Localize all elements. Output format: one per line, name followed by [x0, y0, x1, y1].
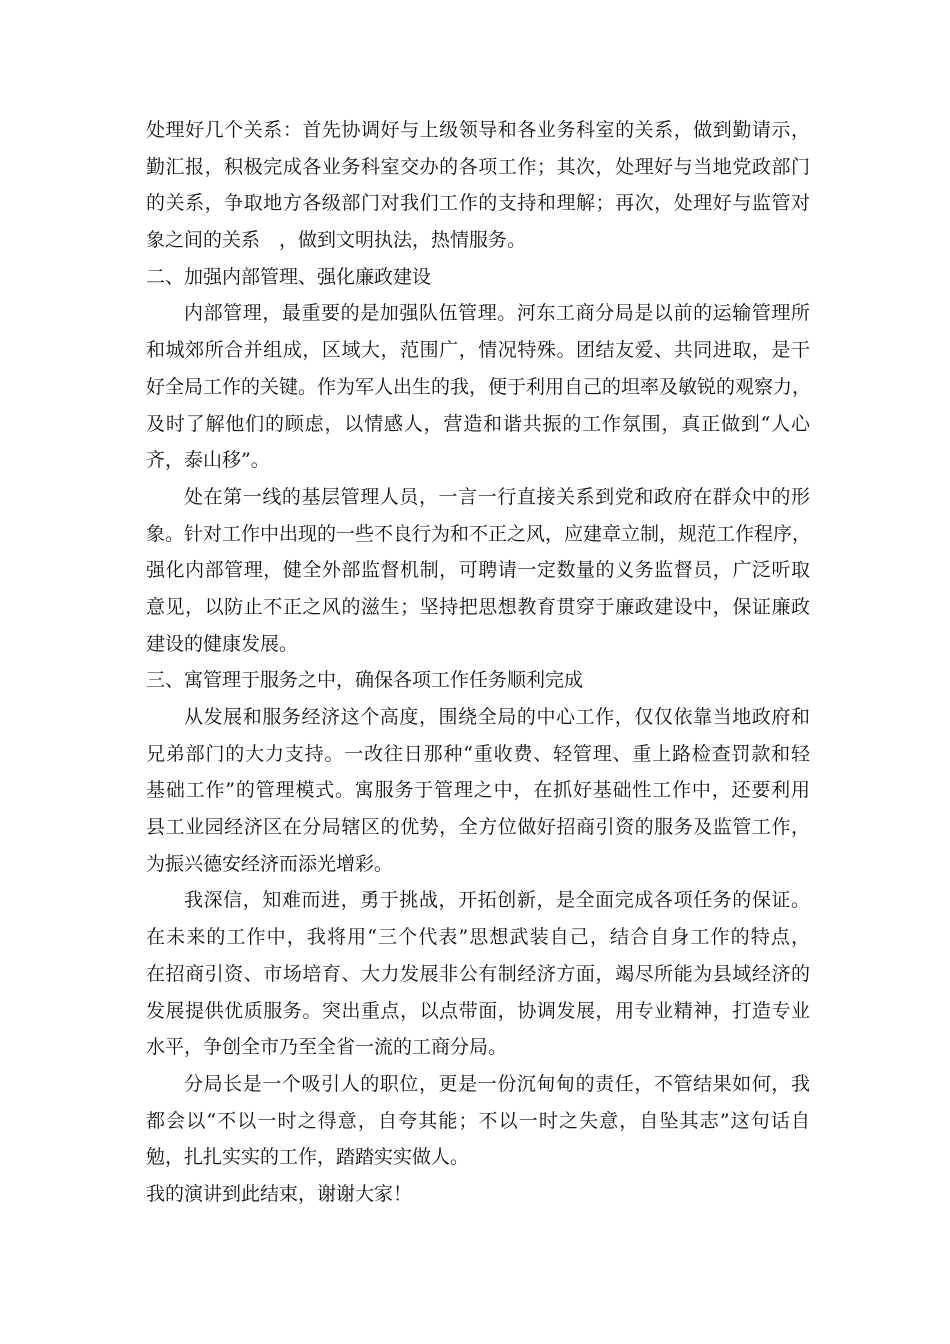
text-line: 分局长是一个吸引人的职位，更是一份沉甸甸的责任，不管结果如何，我 [184, 1072, 810, 1095]
paragraph [146, 479, 810, 662]
text-line: 强化内部管理，健全外部监督机制，可聘请一定数量的义务监督员，广泛听取 [146, 559, 810, 582]
text-line: 处在第一线的基层管理人员，一言一行直接关系到党和政府在群众中的形 [184, 485, 810, 508]
text-line: 基础工作”的管理模式。寓服务于管理之中，在抓好基础性工作中，还要利用 [146, 779, 810, 802]
text-line: 及时了解他们的顾虑，以情感人，营造和谐共振的工作氛围，真正做到“人心 [146, 412, 810, 435]
text-line: 和城郊所合并组成，区域大，范围广，情况特殊。团结友爱、共同进取，是干 [146, 339, 810, 362]
text-line: 象。针对工作中出现的一些不良行为和不正之风，应建章立制，规范工作程序， [146, 522, 812, 545]
text-line: 兄弟部门的大力支持。一改往日那种“重收费、轻管理、重上路检查罚款和轻 [146, 742, 810, 765]
text-line: 我深信，知难而进，勇于挑战，开拓创新，是全面完成各项任务的保证。 [184, 889, 810, 912]
text-line: 处理好几个关系：首先协调好与上级领导和各业务科室的关系，做到勤请示， [146, 119, 810, 141]
text-line: 都会以“不以一时之得意，自夸其能；不以一时之失意，自坠其志”这句话自 [146, 1109, 810, 1132]
paragraph [146, 882, 810, 1065]
section-heading [146, 662, 810, 699]
text-line: 的关系，争取地方各级部门对我们工作的支持和理解；再次，处理好与监管对 [146, 192, 810, 215]
text-line: 内部管理，最重要的是加强队伍管理。河东工商分局是以前的运输管理所 [184, 302, 810, 325]
text-line: 水平，争创全市乃至全省一流的工商分局。 [146, 1036, 508, 1059]
section-heading [146, 259, 810, 296]
text-line: 意见，以防止不正之风的滋生；坚持把思想教育贯穿于廉政建设中，保证廉政 [146, 595, 810, 618]
text-line: 象之间的关系 ，做到文明执法，热情服务。 [146, 229, 527, 252]
paragraph [146, 699, 810, 882]
text-line: 发展提供优质服务。突出重点，以点带面，协调发展，用专业精神，打造专业 [146, 999, 810, 1022]
text-line: 从发展和服务经济这个高度，围绕全局的中心工作，仅仅依靠当地政府和 [184, 706, 810, 728]
paragraph [146, 1066, 810, 1176]
text-line: 我的演讲到此结束，谢谢大家！ [146, 1182, 413, 1205]
text-line: 县工业园经济区在分局辖区的优势，全方位做好招商引资的服务及监管工作， [146, 816, 810, 839]
document-body [146, 112, 810, 1213]
text-line: 勤汇报，积极完成各业务科室交办的各项工作；其次，处理好与当地党政部门 [146, 155, 810, 178]
text-line: 齐，泰山移”。 [146, 449, 270, 472]
text-line: 建设的健康发展。 [146, 632, 299, 655]
paragraph [146, 295, 810, 478]
text-line: 二、加强内部管理、强化廉政建设 [146, 265, 432, 288]
text-line: 为振兴德安经济而添光增彩。 [146, 852, 394, 875]
text-line: 好全局工作的关键。作为军人出生的我，便于利用自己的坦率及敏锐的观察力， [146, 375, 812, 398]
text-line: 勉，扎扎实实的工作，踏踏实实做人。 [146, 1146, 470, 1169]
text-line: 三、寓管理于服务之中，确保各项工作任务顺利完成 [146, 669, 584, 692]
text-line: 在未来的工作中，我将用“三个代表”思想武装自己，结合自身工作的特点， [146, 926, 810, 949]
paragraph [146, 112, 810, 259]
closing-line [146, 1176, 810, 1213]
text-line: 在招商引资、市场培育、大力发展非公有制经济方面，竭尽所能为县域经济的 [146, 962, 810, 985]
